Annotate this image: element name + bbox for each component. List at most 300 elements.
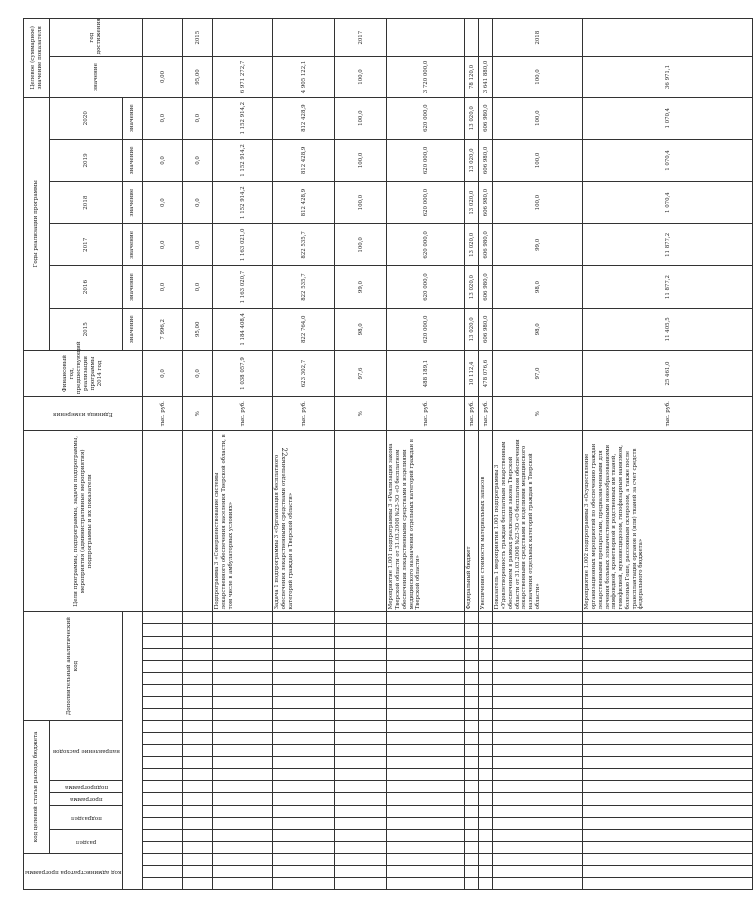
- code-digit-cell: [479, 769, 493, 781]
- code-digit-cell: [493, 696, 583, 708]
- code-digit-cell: [183, 817, 213, 829]
- row-base-year-value: 478 076,6: [479, 350, 493, 396]
- row-year-value: 95,00: [183, 308, 213, 350]
- code-digit-cell: [213, 829, 273, 841]
- row-base-year-value: 10 112,4: [465, 350, 479, 396]
- row-year-value: 822 535,7: [273, 224, 335, 266]
- code-digit-cell: [479, 720, 493, 732]
- code-digit-cell: [465, 648, 479, 660]
- code-digit-cell: [143, 708, 183, 720]
- code-digit-cell: [465, 612, 479, 624]
- code-digit-cell: [273, 648, 335, 660]
- code-digit-cell: [465, 672, 479, 684]
- code-digit-cell: [479, 660, 493, 672]
- code-digit-cell: [493, 720, 583, 732]
- code-digit-cell: [335, 781, 387, 793]
- row-name: [143, 431, 183, 612]
- header-value-2016: значение: [123, 266, 143, 308]
- row-year-value: 0,0: [183, 139, 213, 181]
- code-digit-cell: [335, 745, 387, 757]
- row-total-value: 100,0: [493, 57, 583, 97]
- code-digit-cell: [479, 781, 493, 793]
- code-digit-cell: [387, 769, 465, 781]
- row-year-value: 98,0: [335, 308, 387, 350]
- row-year-value: 1 184 408,4: [213, 308, 273, 350]
- code-digit-cell: [213, 624, 273, 636]
- code-digit-cell: [479, 829, 493, 841]
- code-digit-cell: [273, 636, 335, 648]
- code-digit-cell: [213, 781, 273, 793]
- row-name: Показатель 1 мероприятия 1.001 подпрограммы 3 «Удовлетворенность граждан бесплатным лекарственным обеспечением в рамках реализации закона Тверской области от 31.03.2008 №23-ЗО «О бесплатном обеспечении лекарственными средствами и изделиями медицинского назначения отдельных категорий граждан в Тверской области»: [493, 431, 583, 612]
- row-year-value: 100,0: [335, 182, 387, 224]
- code-digit-cell: [335, 793, 387, 805]
- code-digit-cell: [183, 877, 213, 889]
- row-year-value: 100,0: [335, 139, 387, 181]
- code-digit-cell: [183, 648, 213, 660]
- code-digit-cell: [213, 708, 273, 720]
- code-digit-cell: [335, 733, 387, 745]
- row-year-value: 1 152 914,2: [213, 97, 273, 139]
- row-year-value: 98,0: [493, 266, 583, 308]
- code-digit-cell: [493, 877, 583, 889]
- code-digit-cell: [493, 612, 583, 624]
- page-number: 22: [280, 447, 288, 457]
- code-digit-cell: [183, 733, 213, 745]
- code-digit-cell: [273, 733, 335, 745]
- code-digit-cell: [143, 624, 183, 636]
- code-digit-cell: [335, 612, 387, 624]
- row-year-value: 7 996,2: [143, 308, 183, 350]
- header-value-2015: значение: [123, 308, 143, 350]
- code-digit-cell: [335, 829, 387, 841]
- header-years-title: Годы реализации программы: [24, 97, 50, 350]
- code-digit-cell: [465, 829, 479, 841]
- code-digit-cell: [493, 757, 583, 769]
- code-digit-cell: [183, 793, 213, 805]
- code-digit-cell: [213, 612, 273, 624]
- row-year-value: 606 980,0: [479, 224, 493, 266]
- code-digit-cell: [335, 817, 387, 829]
- code-digit-cell: [479, 853, 493, 865]
- row-achieve-year: [465, 19, 479, 57]
- row-year-value: 0,0: [183, 224, 213, 266]
- row-total-value: 95,00: [183, 57, 213, 97]
- row-year-value: 0,0: [183, 182, 213, 224]
- code-digit-cell: [387, 877, 465, 889]
- code-digit-cell: [583, 733, 753, 745]
- code-digit-cell: [213, 636, 273, 648]
- header-expense-direction: направление расходов: [50, 720, 123, 780]
- row-year-value: 620 000,0: [387, 308, 465, 350]
- row-year-value: 13 020,0: [465, 308, 479, 350]
- code-digit-cell: [387, 733, 465, 745]
- code-digit-cell: [465, 805, 479, 817]
- code-digit-cell: [273, 660, 335, 672]
- code-digit-cell: [465, 745, 479, 757]
- code-digit-cell: [335, 757, 387, 769]
- header-section: раздел: [50, 829, 123, 853]
- header-program-code: код администратора программы: [24, 853, 123, 889]
- row-year-value: 13 020,0: [465, 182, 479, 224]
- code-digit-cell: [583, 720, 753, 732]
- code-digit-cell: [273, 757, 335, 769]
- header-year-2019: 2019: [50, 139, 123, 181]
- table-row: [143, 19, 183, 890]
- table-row: [387, 19, 465, 890]
- row-total-value: 6 971 272,7: [213, 57, 273, 97]
- code-digit-cell: [335, 769, 387, 781]
- code-digit-cell: [493, 781, 583, 793]
- code-digit-cell: [387, 696, 465, 708]
- row-base-year-value: 97,0: [493, 350, 583, 396]
- row-year-value: 822 535,7: [273, 266, 335, 308]
- row-achieve-year: [479, 19, 493, 57]
- code-digit-cell: [335, 805, 387, 817]
- code-digit-cell: [335, 841, 387, 853]
- code-digit-cell: [493, 660, 583, 672]
- header-total-title: Целевое (суммарное) значение показателя: [24, 19, 50, 98]
- code-digit-cell: [583, 781, 753, 793]
- code-digit-cell: [493, 684, 583, 696]
- row-year-value: 100,0: [335, 97, 387, 139]
- code-digit-cell: [143, 745, 183, 757]
- row-base-year-value: 0,0: [143, 350, 183, 396]
- code-digit-cell: [143, 757, 183, 769]
- row-year-value: 0,0: [143, 266, 183, 308]
- row-name: Федеральный бюджет: [465, 431, 479, 612]
- row-name: Подпрограмма 3 «Совершенствование системы лекарственного обеспечения населения Тверской области, в том числе в амбулаторных условиях»: [213, 431, 273, 612]
- code-digit-cell: [213, 648, 273, 660]
- header-subprogram: подпрограмма: [50, 781, 123, 793]
- code-digit-cell: [387, 648, 465, 660]
- code-digit-cell: [213, 793, 273, 805]
- table-body: [143, 19, 753, 890]
- code-digit-cell: [583, 817, 753, 829]
- code-digit-cell: [465, 769, 479, 781]
- row-year-value: 13 020,0: [465, 97, 479, 139]
- code-digit-cell: [493, 841, 583, 853]
- code-digit-cell: [479, 696, 493, 708]
- code-digit-cell: [387, 841, 465, 853]
- row-year-value: 620 000,0: [387, 97, 465, 139]
- code-digit-cell: [387, 745, 465, 757]
- code-digit-cell: [183, 853, 213, 865]
- code-digit-cell: [213, 757, 273, 769]
- code-digit-cell: [465, 841, 479, 853]
- row-year-value: 812 428,9: [273, 97, 335, 139]
- code-digit-cell: [583, 841, 753, 853]
- row-year-value: 606 980,0: [479, 97, 493, 139]
- code-digit-cell: [143, 829, 183, 841]
- code-digit-cell: [183, 660, 213, 672]
- code-digit-cell: [583, 829, 753, 841]
- code-digit-cell: [183, 708, 213, 720]
- row-year-value: 1 070,4: [583, 139, 753, 181]
- code-digit-cell: [387, 757, 465, 769]
- row-unit: тыс. руб.: [465, 397, 479, 431]
- header-value-2018: значение: [123, 182, 143, 224]
- code-digit-cell: [387, 672, 465, 684]
- row-year-value: 620 000,0: [387, 224, 465, 266]
- code-digit-cell: [143, 865, 183, 877]
- code-digit-cell: [479, 708, 493, 720]
- code-digit-cell: [335, 672, 387, 684]
- code-digit-cell: [143, 696, 183, 708]
- code-digit-cell: [493, 817, 583, 829]
- table-row: [335, 19, 387, 890]
- table-row: [213, 19, 273, 890]
- code-digit-cell: [335, 684, 387, 696]
- table-row: [583, 19, 753, 890]
- row-total-value: 78 120,0: [465, 57, 479, 97]
- code-digit-cell: [465, 781, 479, 793]
- row-year-value: 620 000,0: [387, 139, 465, 181]
- code-digit-cell: [387, 660, 465, 672]
- row-unit: %: [493, 397, 583, 431]
- row-name: Увеличение стоимости материальных запасов: [479, 431, 493, 612]
- row-year-value: 1 152 914,2: [213, 182, 273, 224]
- header-year-2020: 2020: [50, 97, 123, 139]
- code-digit-cell: [213, 805, 273, 817]
- table-row: [183, 19, 213, 890]
- code-digit-cell: [213, 841, 273, 853]
- row-year-value: 0,0: [143, 182, 183, 224]
- code-digit-cell: [583, 636, 753, 648]
- row-total-value: 3 720 000,0: [387, 57, 465, 97]
- row-year-value: 1 163 021,0: [213, 224, 273, 266]
- row-year-value: 812 428,9: [273, 182, 335, 224]
- code-digit-cell: [143, 684, 183, 696]
- row-year-value: 0,0: [183, 266, 213, 308]
- row-year-value: 606 980,0: [479, 308, 493, 350]
- code-digit-cell: [465, 757, 479, 769]
- code-digit-cell: [213, 684, 273, 696]
- code-digit-cell: [183, 841, 213, 853]
- row-year-value: 98,0: [493, 308, 583, 350]
- code-digit-cell: [479, 612, 493, 624]
- header-subsection: подраздел: [50, 805, 123, 829]
- table-row: [493, 19, 583, 890]
- row-base-year-value: 623 302,7: [273, 350, 335, 396]
- code-digit-cell: [583, 624, 753, 636]
- code-digit-cell: [583, 612, 753, 624]
- code-digit-cell: [143, 636, 183, 648]
- row-year-value: 100,0: [493, 97, 583, 139]
- table-row: [479, 19, 493, 890]
- code-digit-cell: [387, 684, 465, 696]
- code-digit-cell: [183, 781, 213, 793]
- code-digit-cell: [493, 733, 583, 745]
- code-digit-cell: [143, 612, 183, 624]
- code-digit-cell: [143, 660, 183, 672]
- code-digit-cell: [213, 660, 273, 672]
- header-code-digits: [123, 612, 143, 890]
- row-year-value: 11 405,5: [583, 308, 753, 350]
- code-digit-cell: [273, 769, 335, 781]
- code-digit-cell: [273, 745, 335, 757]
- code-digit-cell: [213, 745, 273, 757]
- row-name: Мероприятие 1.002 подпрограммы 3 «Осуществление организационных мероприятий по обеспечению граждан лекарственными препаратами, предназначенными для лечения больных злокачественными новообразованиями лимфоидной, кроветворной и родственных им тканей, гемофилией, муковисцидозом, гипофизарным нанизмом, болезнью Гоше, рассеянным склерозом, а также после трансплантации органов и (или) тканей за счет средств федерального бюджета»: [583, 431, 753, 612]
- header-budget-codes: код целевой статьи расхода бюджета: [24, 720, 50, 853]
- code-digit-cell: [583, 793, 753, 805]
- row-year-value: 0,0: [143, 224, 183, 266]
- header-value-2019: значение: [123, 139, 143, 181]
- code-digit-cell: [493, 708, 583, 720]
- code-digit-cell: [387, 829, 465, 841]
- header-program: программа: [50, 793, 123, 805]
- code-digit-cell: [465, 817, 479, 829]
- code-digit-cell: [183, 612, 213, 624]
- code-digit-cell: [213, 817, 273, 829]
- code-digit-cell: [335, 708, 387, 720]
- code-digit-cell: [143, 877, 183, 889]
- code-digit-cell: [143, 853, 183, 865]
- code-digit-cell: [493, 745, 583, 757]
- code-digit-cell: [465, 660, 479, 672]
- document-page: [23, 18, 671, 890]
- code-digit-cell: [143, 720, 183, 732]
- code-digit-cell: [479, 672, 493, 684]
- code-digit-cell: [143, 733, 183, 745]
- row-base-year-value: 25 461,0: [583, 350, 753, 396]
- code-digit-cell: [493, 829, 583, 841]
- code-digit-cell: [465, 733, 479, 745]
- row-year-value: 812 428,9: [273, 139, 335, 181]
- header-unit: Единица измерения: [24, 397, 143, 431]
- code-digit-cell: [465, 853, 479, 865]
- code-digit-cell: [335, 853, 387, 865]
- code-digit-cell: [183, 696, 213, 708]
- row-unit: тыс. руб.: [143, 397, 183, 431]
- code-digit-cell: [465, 877, 479, 889]
- code-digit-cell: [583, 660, 753, 672]
- row-year-value: 1 163 020,7: [213, 266, 273, 308]
- code-digit-cell: [183, 684, 213, 696]
- row-achieve-year: [583, 19, 753, 57]
- code-digit-cell: [183, 829, 213, 841]
- code-digit-cell: [213, 696, 273, 708]
- code-digit-cell: [273, 841, 335, 853]
- code-digit-cell: [583, 696, 753, 708]
- code-digit-cell: [213, 720, 273, 732]
- code-digit-cell: [479, 877, 493, 889]
- row-name: Мероприятие 1.001 подпрограммы 3 «Реализация закона Тверской области от 31.03.2008 №23-ЗО «О бесплатном обеспечении лекарственными средствами и изделиями медицинского назначения отдельных категорий граждан в Тверской области»: [387, 431, 465, 612]
- row-unit: тыс. руб.: [387, 397, 465, 431]
- code-digit-cell: [493, 793, 583, 805]
- row-year-value: 822 764,0: [273, 308, 335, 350]
- code-digit-cell: [213, 865, 273, 877]
- code-digit-cell: [143, 793, 183, 805]
- row-year-value: 1 070,4: [583, 97, 753, 139]
- code-digit-cell: [583, 805, 753, 817]
- code-digit-cell: [493, 865, 583, 877]
- code-digit-cell: [465, 624, 479, 636]
- code-digit-cell: [183, 805, 213, 817]
- row-base-year-value: 488 189,1: [387, 350, 465, 396]
- code-digit-cell: [183, 757, 213, 769]
- code-digit-cell: [273, 696, 335, 708]
- header-total-value: значение: [50, 57, 143, 97]
- header-achieve-year: год достижения: [50, 19, 143, 57]
- code-digit-cell: [479, 684, 493, 696]
- row-year-value: 620 000,0: [387, 182, 465, 224]
- code-digit-cell: [143, 805, 183, 817]
- code-digit-cell: [273, 684, 335, 696]
- code-digit-cell: [387, 805, 465, 817]
- header-value-2020: значение: [123, 97, 143, 139]
- row-unit: тыс. руб.: [479, 397, 493, 431]
- code-digit-cell: [387, 865, 465, 877]
- header-goals: Цели программы, подпрограммы, задачи подпрограммы, мероприятия (административные мероприятия) подпрограммы и их показатели: [24, 431, 143, 612]
- code-digit-cell: [387, 720, 465, 732]
- code-digit-cell: [335, 624, 387, 636]
- code-digit-cell: [479, 793, 493, 805]
- row-total-value: 3 641 880,0: [479, 57, 493, 97]
- code-digit-cell: [583, 684, 753, 696]
- row-year-value: 99,0: [493, 224, 583, 266]
- code-digit-cell: [479, 733, 493, 745]
- row-achieve-year: [213, 19, 273, 57]
- row-year-value: 606 980,0: [479, 266, 493, 308]
- row-year-value: 100,0: [335, 224, 387, 266]
- code-digit-cell: [465, 793, 479, 805]
- code-digit-cell: [387, 708, 465, 720]
- code-digit-cell: [465, 696, 479, 708]
- row-year-value: 100,0: [493, 182, 583, 224]
- header-year-2017: 2017: [50, 224, 123, 266]
- code-digit-cell: [465, 865, 479, 877]
- row-achieve-year: [273, 19, 335, 57]
- code-digit-cell: [273, 672, 335, 684]
- row-year-value: 1 070,4: [583, 182, 753, 224]
- row-year-value: 99,0: [335, 266, 387, 308]
- code-digit-cell: [583, 672, 753, 684]
- code-digit-cell: [143, 648, 183, 660]
- code-digit-cell: [335, 660, 387, 672]
- code-digit-cell: [143, 781, 183, 793]
- row-year-value: 0,0: [143, 97, 183, 139]
- row-year-value: 11 877,2: [583, 224, 753, 266]
- code-digit-cell: [583, 853, 753, 865]
- program-table: [23, 18, 753, 890]
- row-year-value: 100,0: [493, 139, 583, 181]
- code-digit-cell: [183, 636, 213, 648]
- code-digit-cell: [583, 745, 753, 757]
- code-digit-cell: [273, 865, 335, 877]
- row-achieve-year: 2017: [335, 19, 387, 57]
- code-digit-cell: [335, 865, 387, 877]
- row-name: [183, 431, 213, 612]
- row-year-value: 620 000,0: [387, 266, 465, 308]
- code-digit-cell: [213, 769, 273, 781]
- code-digit-cell: [493, 853, 583, 865]
- code-digit-cell: [387, 636, 465, 648]
- code-digit-cell: [183, 672, 213, 684]
- row-achieve-year: [143, 19, 183, 57]
- code-digit-cell: [335, 877, 387, 889]
- header-year-2015: 2015: [50, 308, 123, 350]
- row-year-value: 11 877,2: [583, 266, 753, 308]
- code-digit-cell: [143, 817, 183, 829]
- code-digit-cell: [465, 636, 479, 648]
- code-digit-cell: [273, 877, 335, 889]
- code-digit-cell: [479, 648, 493, 660]
- code-digit-cell: [213, 877, 273, 889]
- code-digit-cell: [273, 793, 335, 805]
- code-digit-cell: [493, 672, 583, 684]
- code-digit-cell: [465, 708, 479, 720]
- code-digit-cell: [479, 636, 493, 648]
